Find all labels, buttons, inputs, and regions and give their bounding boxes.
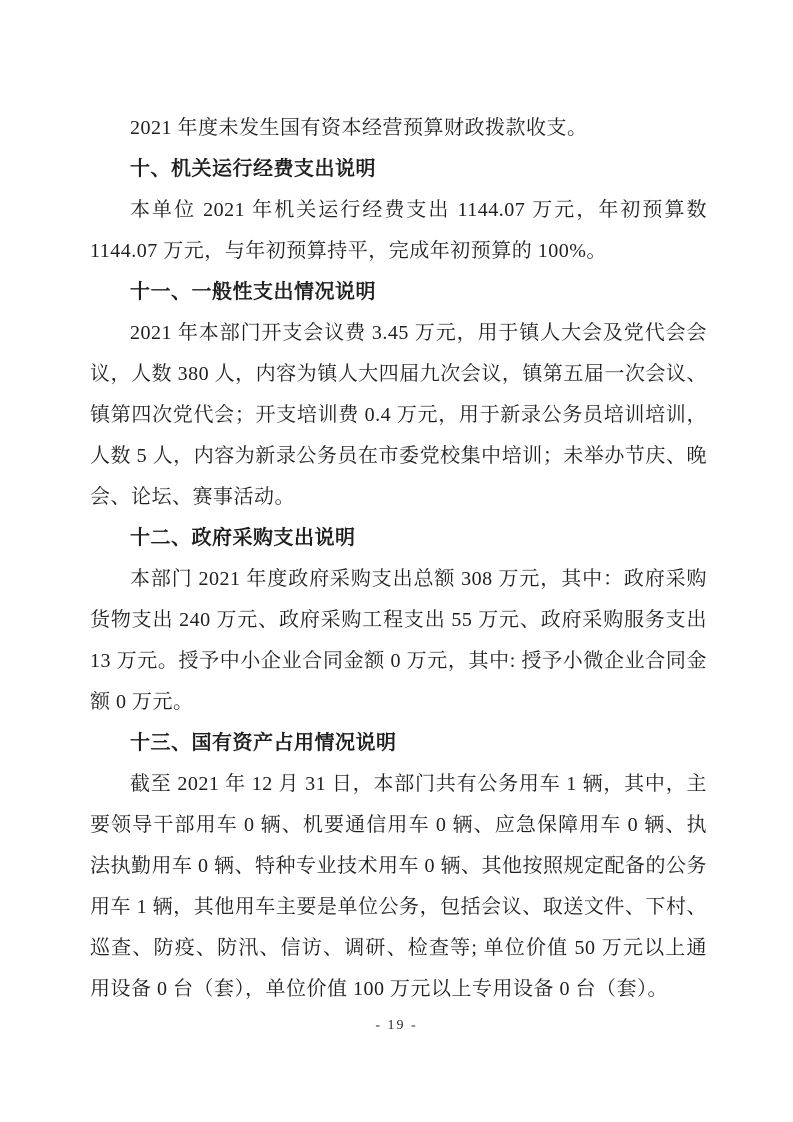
paragraph-government-procurement: 本部门 2021 年度政府采购支出总额 308 万元，其中：政府采购货物支出 240 万元、政府采购工程支出 55 万元、政府采购服务支出 13 万元。授予中小企业合同金额 0 万元，其中: 授予小微企业合同金额 0 万元。 <box>90 568 707 713</box>
paragraph-operating-expenses: 本单位 2021 年机关运行经费支出 1144.07 万元，年初预算数 1144.07 万元，与年初预算持平，完成年初预算的 100%。 <box>90 199 707 262</box>
paragraph-state-assets: 截至 2021 年 12 月 31 日，本部门共有公务用车 1 辆，其中，主要领导干部用车 0 辆、机要通信用车 0 辆、应急保障用车 0 辆、执法执勤用车 0 辆、特种专业技术用车 0 辆、其他按照规定配备的公务用车 1 辆，其他用车主要是单位公务，包括会议、取送文件、下村、巡查、防疫、防汛、信访、调研、检查等; 单位价值 50 万元以上通用设备 0 台（套），单位价值 100 万元以上专用设备 0 台（套）。 <box>90 773 707 1000</box>
section-heading-11-general-expenditure: 十一、一般性支出情况说明 <box>130 281 376 303</box>
section-heading-10-operating-expenses: 十、机关运行经费支出说明 <box>130 158 376 180</box>
document-body <box>90 108 707 1010</box>
section-heading-12-government-procurement: 十二、政府采购支出说明 <box>130 527 356 549</box>
page-number: - 19 - <box>375 1018 418 1033</box>
paragraph-general-expenditure: 2021 年本部门开支会议费 3.45 万元，用于镇人大会及党代会会议，人数 380 人，内容为镇人大四届九次会议，镇第五届一次会议、镇第四次党代会；开支培训费 0.4 万元，用于新录公务员培训培训，人数 5 人，内容为新录公务员在市委党校集中培训；未举办节庆、晚会、论坛、赛事活动。 <box>90 322 707 508</box>
section-heading-13-state-assets: 十三、国有资产占用情况说明 <box>130 732 397 754</box>
paragraph-state-capital-note: 2021 年度未发生国有资本经营预算财政拨款收支。 <box>130 117 588 139</box>
